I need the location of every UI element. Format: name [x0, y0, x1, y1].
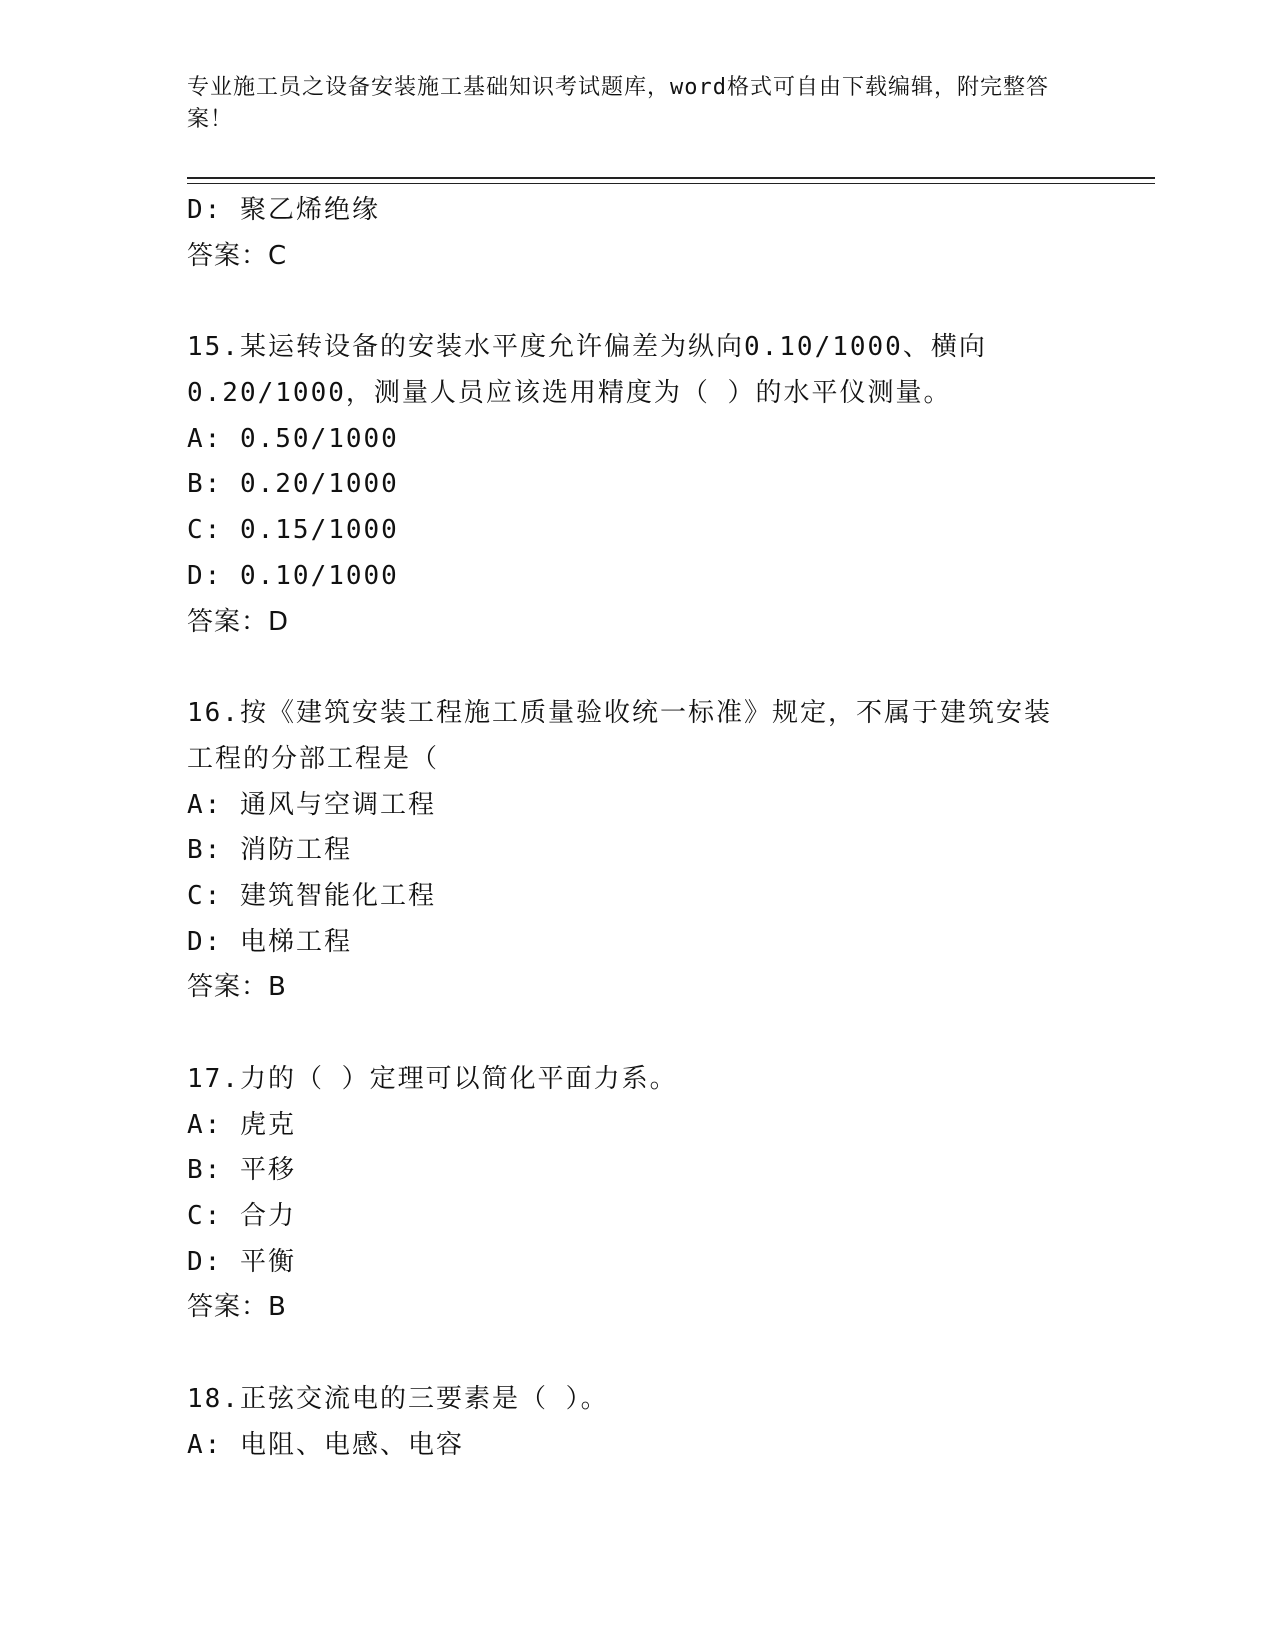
- document-header: 专业施工员之设备安装施工基础知识考试题库，word格式可自由下载编辑，附完整答案！: [187, 75, 1049, 132]
- answer-line: 答案：C: [187, 240, 288, 271]
- answer-line: 答案：B: [187, 1292, 287, 1323]
- question-stem: 17.力的（ ）定理可以简化平面力系。: [187, 1064, 678, 1094]
- option-b: B: 平移: [187, 1155, 296, 1186]
- option-a: A: 0.50/1000: [187, 423, 399, 454]
- option-c: C: 建筑智能化工程: [187, 880, 436, 911]
- question-17: [187, 1057, 1087, 1331]
- question-16: [187, 691, 1087, 1011]
- question-stem: 18.正弦交流电的三要素是（ ）。: [187, 1384, 609, 1415]
- option-c: C: 合力: [187, 1201, 296, 1232]
- option-a: A: 通风与空调工程: [187, 789, 436, 820]
- option-d: D: 0.10/1000: [187, 560, 399, 591]
- question-15: [187, 325, 1087, 645]
- spacer: [187, 279, 1087, 325]
- spacer: [187, 1011, 1087, 1057]
- option-c: C: 0.15/1000: [187, 515, 399, 546]
- question-stem: 16.按《建筑安装工程施工质量验收统一标准》规定，不属于建筑安装: [187, 698, 1052, 729]
- option-d: D: 电梯工程: [187, 926, 352, 957]
- option-d: D: 聚乙烯绝缘: [187, 195, 380, 225]
- answer-line: 答案：D: [187, 606, 290, 637]
- question-stem: 0.20/1000，测量人员应该选用精度为（ ）的水平仪测量。: [187, 378, 952, 409]
- header-rule-thin: [187, 183, 1155, 184]
- question-stem: 15.某运转设备的安装水平度允许偏差为纵向0.10/1000、横向: [187, 332, 987, 363]
- option-d: D: 平衡: [187, 1246, 296, 1277]
- question-content: [187, 188, 1087, 1469]
- option-a: A: 电阻、电感、电容: [187, 1429, 464, 1460]
- option-b: B: 消防工程: [187, 835, 352, 866]
- answer-line: 答案：B: [187, 972, 287, 1003]
- spacer: [187, 1331, 1087, 1377]
- question-18: [187, 1377, 1087, 1468]
- option-b: B: 0.20/1000: [187, 469, 399, 500]
- spacer: [187, 645, 1087, 691]
- option-a: A: 虎克: [187, 1109, 296, 1140]
- header-rule-thick: [187, 177, 1155, 179]
- question-stem: 工程的分部工程是（: [187, 743, 440, 774]
